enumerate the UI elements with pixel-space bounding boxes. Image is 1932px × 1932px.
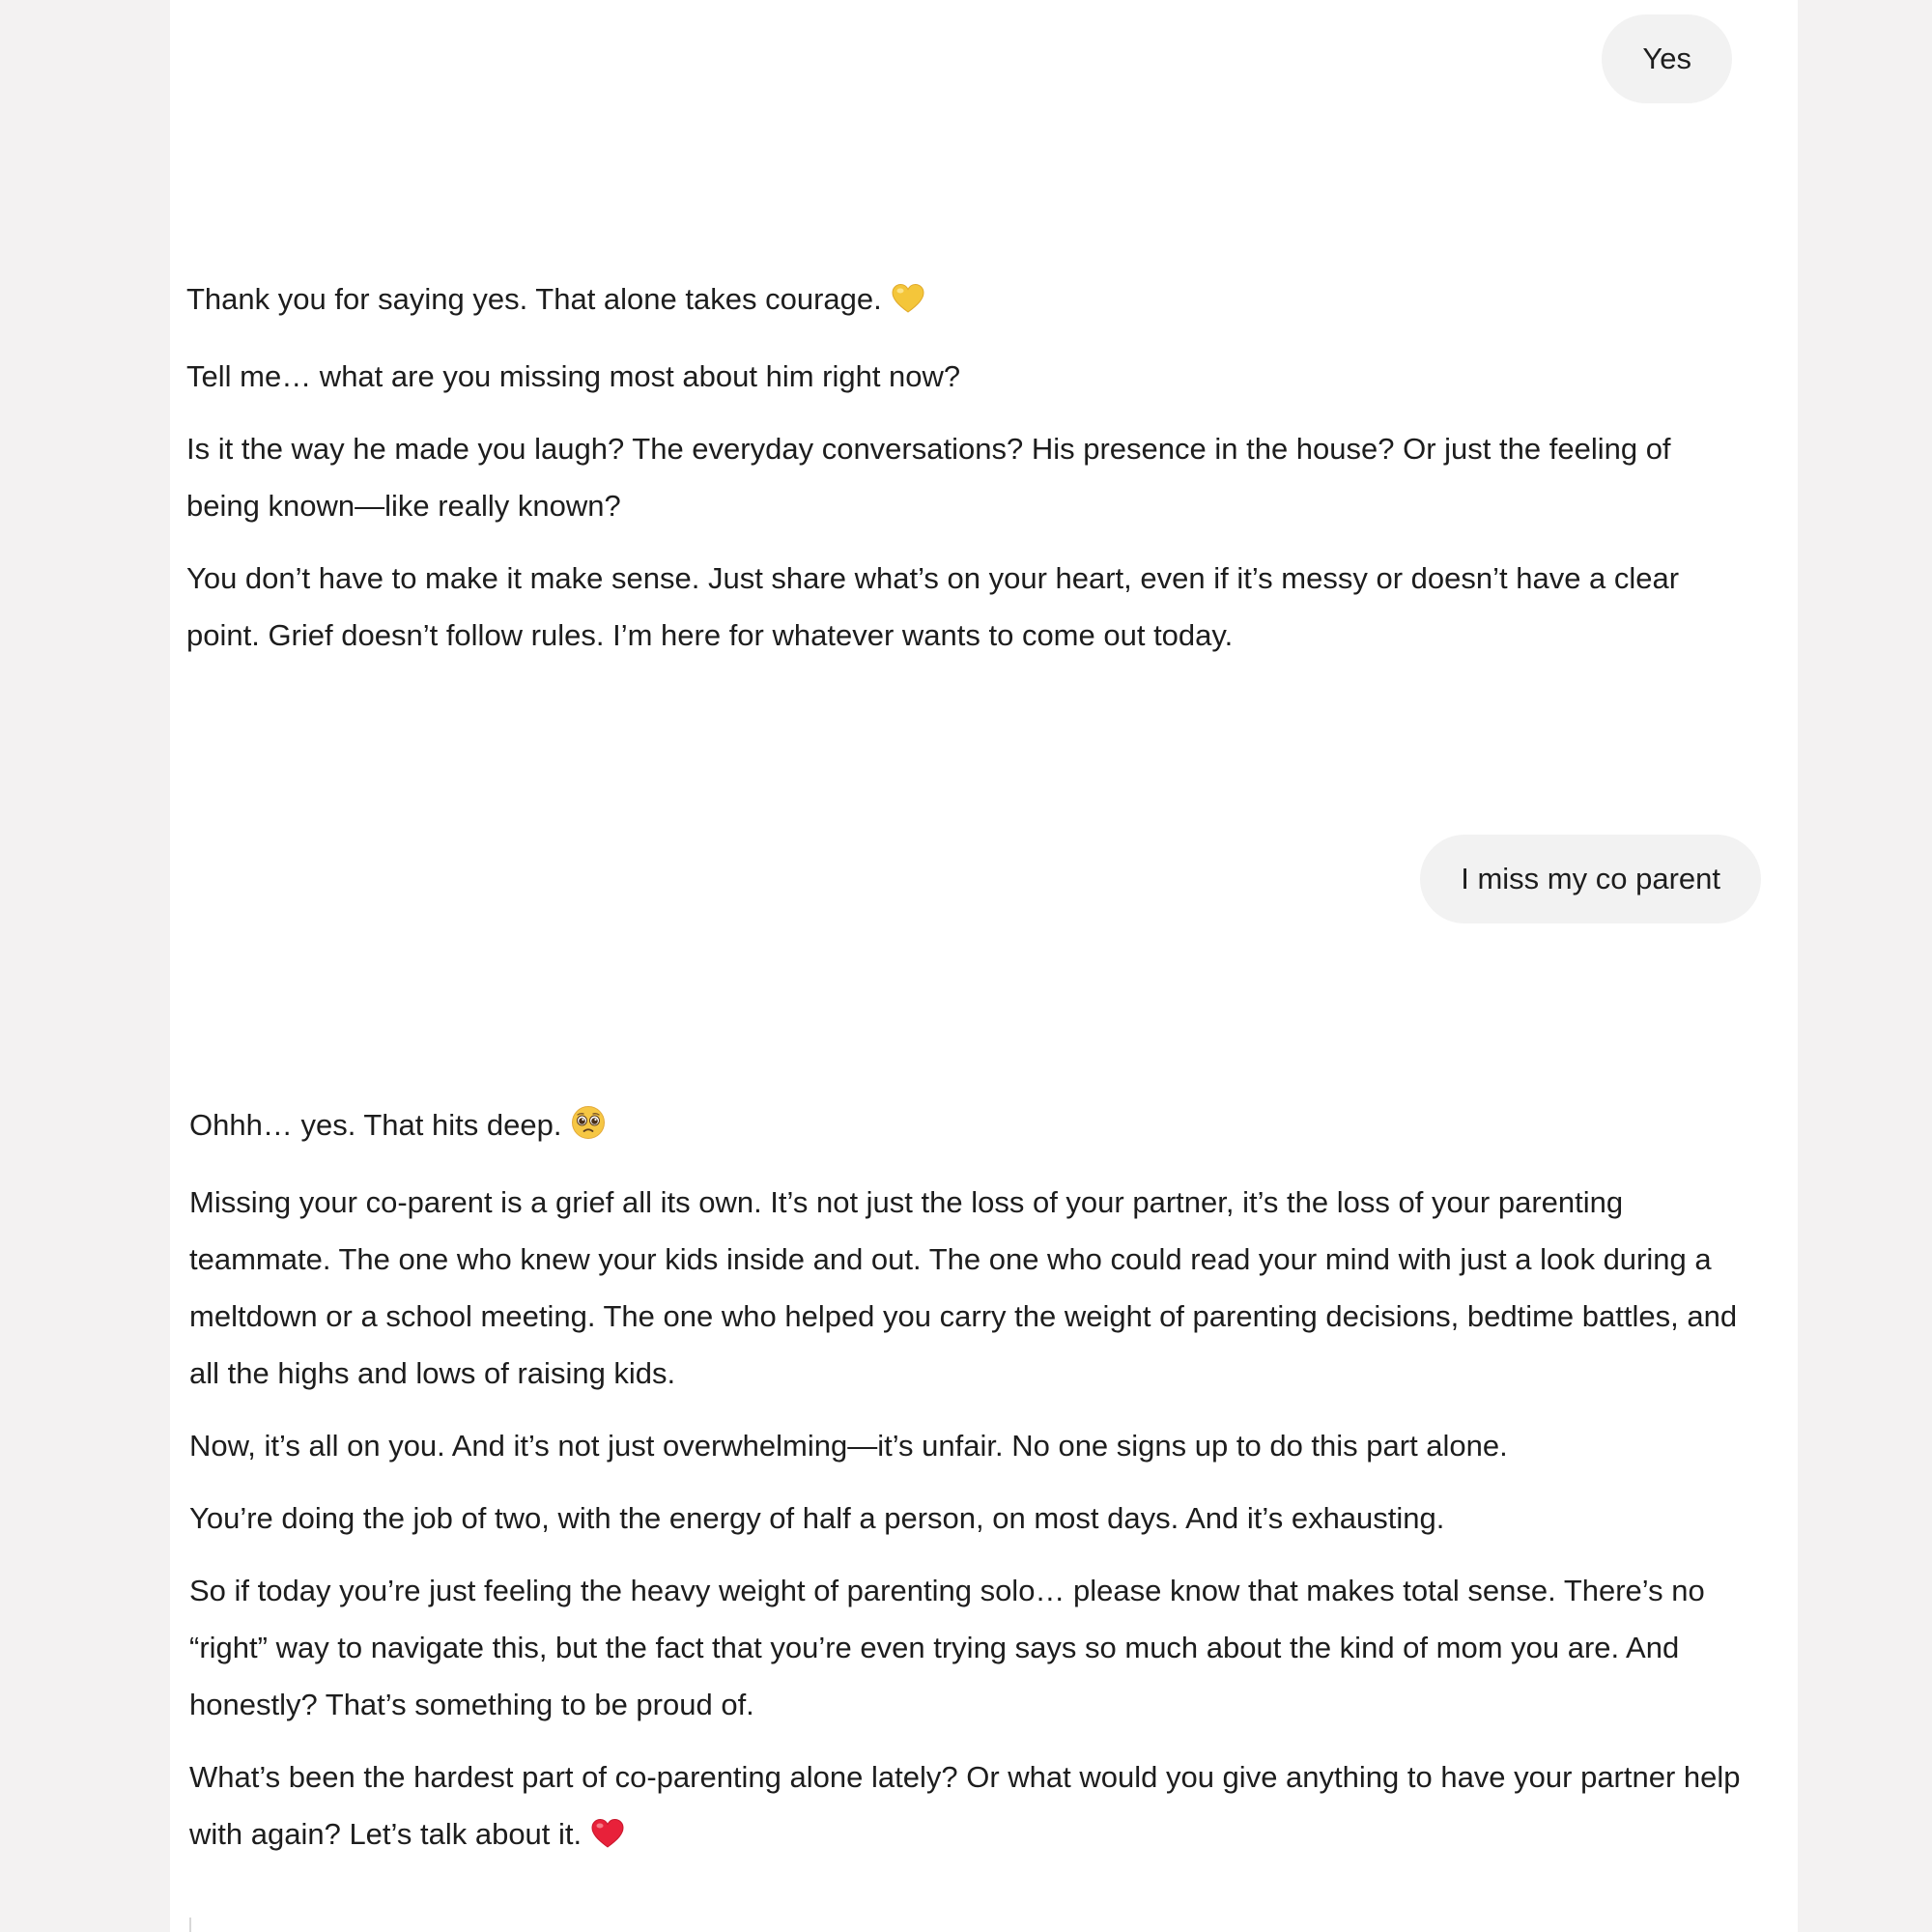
- assistant-paragraph: [189, 1096, 1754, 1158]
- pleading-face-icon: [571, 1101, 606, 1158]
- chat-panel: [170, 0, 1798, 1932]
- user-message-bubble: [1420, 835, 1761, 923]
- user-message-text: Yes: [1642, 42, 1691, 75]
- assistant-paragraph-text: Ohhh… yes. That hits deep.: [189, 1108, 562, 1142]
- assistant-paragraph: Missing your co-parent is a grief all its own. It’s not just the loss of your partner, it’s the loss of your parenting teammate. The one who knew your kids inside and out. The one who could read your mind with just a look during a meltdown or a school meeting. The one who helped you carry the weight of parenting decisions, bedtime battles, and all the highs and lows of raising kids.: [189, 1185, 1738, 1390]
- assistant-paragraph-text: What’s been the hardest part of co-parenting alone lately? Or what would you give anything to have your partner help with again? Let’s talk about it.: [189, 1760, 1741, 1851]
- assistant-paragraph-text: Thank you for saying yes. That alone takes courage.: [186, 282, 882, 316]
- assistant-paragraph: So if today you’re just feeling the heavy weight of parenting solo… please know that makes total sense. There’s no “right” way to navigate this, but the fact that you’re even trying says so much about the kind of mom you are. And honestly? That’s something to be proud of.: [189, 1574, 1705, 1721]
- assistant-paragraph: Is it the way he made you laugh? The everyday conversations? His presence in the house? Or just the feeling of being known—like really known?: [186, 432, 1671, 523]
- user-message-text: I miss my co parent: [1461, 862, 1720, 895]
- assistant-paragraph: [186, 270, 1751, 332]
- assistant-paragraph: Now, it’s all on you. And it’s not just overwhelming—it’s unfair. No one signs up to do this part alone.: [189, 1429, 1508, 1463]
- assistant-paragraph: Tell me… what are you missing most about him right now?: [186, 359, 961, 393]
- assistant-paragraph: [189, 1748, 1754, 1867]
- assistant-message: [189, 1096, 1754, 1883]
- red-heart-icon: [591, 1810, 624, 1867]
- yellow-heart-icon: [892, 275, 924, 332]
- assistant-message: [186, 270, 1751, 679]
- divider-line: [189, 1918, 191, 1932]
- assistant-paragraph: You’re doing the job of two, with the energy of half a person, on most days. And it’s exhausting.: [189, 1501, 1445, 1535]
- assistant-paragraph: You don’t have to make it make sense. Just share what’s on your heart, even if it’s messy or doesn’t have a clear point. Grief doesn’t follow rules. I’m here for whatever wants to come out today.: [186, 561, 1680, 652]
- user-message-bubble: [1602, 14, 1732, 103]
